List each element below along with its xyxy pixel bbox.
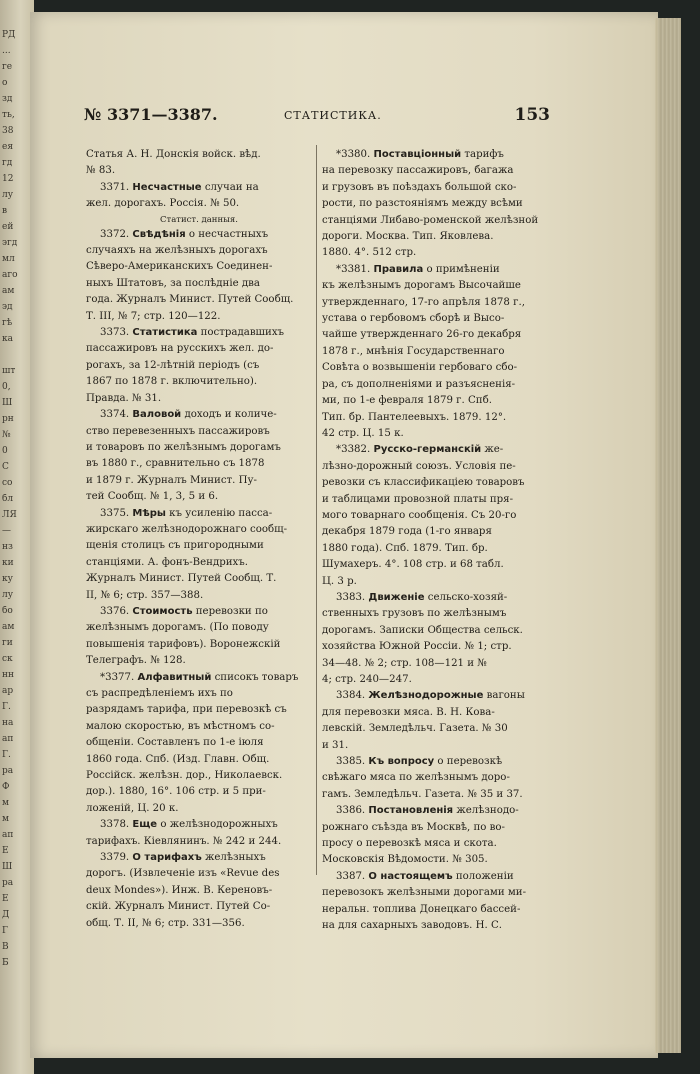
entry-line: чайше утвержденнаго 26-го декабря — [322, 329, 522, 341]
left-page-fragment: С — [2, 462, 9, 472]
entry-line: Статья А. Н. Донскія войск. вѣд. — [86, 149, 261, 160]
entry-first-line — [86, 817, 312, 833]
entry-line: 1867 по 1878 г. включительно). — [86, 376, 258, 388]
right-column — [322, 147, 544, 935]
left-page-fragment: шт — [2, 366, 16, 376]
left-page-fragment: ки — [2, 558, 14, 568]
bibliography-entry — [86, 325, 312, 407]
entry-first-line — [322, 147, 544, 163]
bibliography-entry — [322, 754, 544, 803]
entry-keyword: Валовой — [132, 409, 182, 421]
entry-line: на для сахарныхъ заводовъ. Н. С. — [322, 920, 502, 932]
entry-line: станціями. А. фонъ-Вендрихъ. — [86, 556, 249, 568]
entry-line: хозяйства Южной Россіи. № 1; стр. — [322, 641, 512, 653]
entry-number: *3380. — [336, 149, 371, 160]
entry-line: дороги. Москва. Тип. Яковлева. — [322, 231, 494, 243]
entry-keyword: О тарифахъ — [132, 852, 202, 864]
entry-line: и грузовъ въ поѣздахъ большой ско- — [322, 181, 517, 193]
left-page-fragment: 0, — [2, 382, 11, 392]
entry-text: случаи на — [201, 181, 259, 193]
bibliography-entry — [322, 590, 544, 688]
entry-keyword: Правила — [373, 263, 424, 275]
left-page-margin — [0, 0, 34, 1074]
entry-text: вагоны — [483, 690, 525, 702]
section-title: СТАТИСТИКА. — [284, 109, 382, 122]
left-page-fragment: ра — [2, 766, 14, 776]
entry-line: декабря 1879 года (1-го января — [322, 526, 492, 538]
left-page-fragment: со — [2, 478, 13, 488]
entry-keyword: Постановленія — [368, 805, 454, 817]
left-page-fragment: — — [2, 526, 11, 536]
left-page-fragment: Ш — [2, 398, 13, 408]
entry-text: къ усиленію пасса- — [165, 507, 273, 519]
entry-text: желѣзнодо- — [453, 805, 519, 817]
entry-keyword: Несчастные — [132, 181, 202, 193]
entry-line: ра, съ дополненіями и разъясненія- — [322, 378, 516, 390]
entry-text: сельско-хозяй- — [424, 591, 508, 603]
entry-range: № 3371—3387. — [84, 105, 218, 124]
entry-keyword: Статистика — [132, 327, 198, 339]
entry-line: ственныхъ грузовъ по желѣзнымъ — [322, 608, 507, 620]
entry-line: 42 стр. Ц. 15 к. — [322, 427, 404, 439]
entry-first-line — [322, 590, 544, 606]
entry-text: доходъ и количе- — [181, 409, 277, 421]
left-page-fragment: ей — [2, 222, 14, 232]
entry-line: 1880 года). Спб. 1879. Тип. бр. — [322, 542, 488, 554]
left-page-fragment: ра — [2, 878, 14, 888]
entry-first-line — [86, 407, 312, 423]
bibliography-entry — [322, 442, 544, 590]
entry-number: 3374. — [100, 409, 130, 421]
left-page-fragment: эд — [2, 302, 13, 312]
left-page-fragment: в — [2, 206, 8, 216]
left-page-fragment: Е — [2, 894, 9, 904]
left-page-fragment: Г. — [2, 750, 11, 760]
entry-number: *3381. — [336, 263, 371, 275]
entry-keyword: Стоимость — [132, 605, 193, 617]
entry-line: Т. III, № 7; стр. 120—122. — [86, 310, 221, 322]
entry-keyword: Еще — [132, 819, 158, 831]
left-page-fragment: нз — [2, 542, 13, 552]
entry-text: пострадавшихъ — [197, 327, 285, 339]
entry-line: тей Сообщ. № 1, 3, 5 и 6. — [86, 491, 219, 503]
left-column — [86, 147, 312, 932]
entry-first-line — [86, 325, 312, 341]
left-page-fragment: ск — [2, 654, 13, 664]
entry-line: въ 1880 г., сравнительно съ 1878 — [86, 458, 265, 470]
entry-line: повышенія тарифовъ). Воронежскій — [86, 638, 281, 650]
left-page-fragment: 12 — [2, 174, 14, 184]
entry-number: 3387. — [336, 870, 366, 882]
entry-keyword: Къ вопросу — [368, 756, 435, 768]
left-page-fragment: ги — [2, 638, 13, 648]
entry-line: дор.). 1880, 16°. 106 стр. и 5 при- — [86, 786, 266, 798]
left-page-fragment: Ф — [2, 782, 10, 792]
left-page-fragment: рн — [2, 414, 14, 424]
left-page-fragment: аго — [2, 270, 18, 280]
left-page-fragment: В — [2, 942, 9, 952]
entry-line: щенія столицъ съ пригородными — [86, 540, 264, 552]
left-page-fragment: зд — [2, 94, 13, 104]
entry-line: 4; стр. 240—247. — [322, 674, 412, 685]
entry-line: Сѣверо-Американскихъ Соединен- — [86, 261, 273, 273]
bibliography-entry — [86, 670, 312, 818]
entry-text: списокъ товаръ — [211, 671, 299, 683]
left-page-fragment: ЛЯ — [2, 510, 17, 520]
entry-line: скій. Журналъ Минист. Путей Со- — [86, 901, 271, 913]
entry-number: 3379. — [100, 852, 130, 864]
entry-line: мого товарнаго сообщенія. Съ 20-го — [322, 509, 517, 521]
note-text: Статист. данныя. — [160, 214, 238, 225]
left-page-fragment: ге — [2, 62, 13, 72]
entry-line: года. Журналъ Минист. Путей Сообщ. — [86, 294, 294, 306]
left-page-fragment: ка — [2, 334, 13, 344]
entry-keyword: О настоящемъ — [368, 870, 453, 882]
entry-line: Россійск. желѣзн. дор., Николаевск. — [86, 770, 283, 782]
left-page-fragment: ... — [2, 46, 11, 56]
entry-number: 3373. — [100, 327, 130, 339]
entry-line: рогахъ, за 12-лѣтній періодъ (съ — [86, 359, 260, 371]
entry-line: ложеній, Ц. 20 к. — [86, 802, 179, 814]
entry-number: *3377. — [100, 671, 135, 683]
left-page-fragment: эгд — [2, 238, 18, 248]
entry-line: просу о перевозкѣ мяса и скота. — [322, 838, 497, 850]
entry-line: Московскія Вѣдомости. № 305. — [322, 854, 488, 866]
entry-line: Ц. 3 р. — [322, 575, 357, 587]
entry-line: Правда. № 31. — [86, 392, 162, 404]
entry-line: и 31. — [322, 739, 349, 751]
entry-first-line — [322, 262, 544, 278]
entry-first-line — [86, 180, 312, 196]
entry-line: и 1879 г. Журналъ Минист. Пу- — [86, 474, 257, 486]
entry-line: къ желѣзнымъ дорогамъ Высочайше — [322, 280, 521, 292]
entry-keyword: Движеніе — [368, 591, 425, 603]
bibliography-entry — [86, 604, 312, 670]
left-page-fragment: бо — [2, 606, 13, 616]
entry-line: рости, по разстояніямъ между всѣми — [322, 198, 523, 210]
left-page-fragment: гд — [2, 158, 13, 168]
entry-text: о перевозкѣ — [434, 756, 503, 768]
entry-text: положеніи — [452, 870, 514, 882]
entry-line: разрядамъ тарифа, при перевозкѣ съ — [86, 704, 287, 716]
left-page-fragment: нн — [2, 670, 14, 680]
left-page-fragment: о — [2, 78, 8, 88]
entry-number: 3372. — [100, 228, 130, 240]
bibliography-entry — [86, 147, 312, 180]
entry-first-line — [322, 869, 544, 885]
entry-line: ревозки съ классификаціею товаровъ — [322, 477, 525, 489]
left-page-fragment: Д — [2, 910, 10, 920]
entry-number: 3385. — [336, 756, 366, 768]
entry-line: тарифахъ. Кіевлянинъ. № 242 и 244. — [86, 835, 282, 847]
entry-keyword: Алфавитный — [137, 671, 212, 683]
entry-line: Телеграфъ. № 128. — [86, 655, 186, 667]
entry-line: пассажировъ на русскихъ жел. до- — [86, 343, 274, 355]
left-page-fragment: Г — [2, 926, 8, 936]
entry-line: на перевозку пассажировъ, багажа — [322, 165, 514, 177]
subheading-note — [86, 213, 312, 227]
entry-line: рожнаго съѣзда въ Москвѣ, по во- — [322, 821, 505, 833]
entry-number: 3378. — [100, 819, 130, 831]
left-page-fragment: ку — [2, 574, 13, 584]
entry-text: о несчастныхъ — [185, 228, 269, 240]
bibliography-entry — [86, 817, 312, 850]
entry-line: Журналъ Минист. Путей Сообщ. Т. — [86, 573, 277, 585]
left-page-fragment: лу — [2, 590, 14, 600]
entry-line: для перевозки мяса. В. Н. Кова- — [322, 706, 495, 718]
entry-text: о желѣзнодорожныхъ — [157, 819, 278, 831]
entry-number: 3383. — [336, 591, 366, 603]
entry-first-line — [86, 670, 312, 686]
entry-line: дорогамъ. Записки Общества сельск. — [322, 624, 523, 636]
left-page-fragment: ар — [2, 686, 14, 696]
entry-line: Шумахеръ. 4°. 108 стр. и 68 табл. — [322, 559, 504, 571]
entry-line: перевозокъ желѣзными дорогами ми- — [322, 887, 527, 899]
left-page-fragment: лу — [2, 190, 14, 200]
left-page-fragment: м — [2, 814, 10, 824]
entry-line: II, № 6; стр. 357—388. — [86, 589, 204, 601]
left-page-fragment: гѣ — [2, 318, 13, 328]
left-page-fragment: № — [2, 430, 11, 440]
bibliography-entry — [322, 262, 544, 442]
entry-line: общеніи. Составленъ по 1-е іюля — [86, 737, 264, 749]
entry-line: ми, по 1-е февраля 1879 г. Спб. — [322, 395, 492, 407]
left-page-fragment: ам — [2, 622, 15, 632]
bibliography-entry — [322, 147, 544, 262]
left-page-fragment: РД — [2, 30, 16, 40]
left-page-fragment: ть, — [2, 110, 15, 120]
entry-line: 34—48. № 2; стр. 108—121 и № — [322, 657, 487, 669]
entry-text: же- — [481, 444, 504, 456]
left-page-fragment: на — [2, 718, 14, 728]
entry-line: станціями Либаво-роменской желѣзной — [322, 214, 539, 226]
left-page-fragment: бл — [2, 494, 14, 504]
entry-line: и товаровъ по желѣзнымъ дорогамъ — [86, 441, 281, 453]
left-page-fragment: ея — [2, 142, 14, 152]
column-divider — [316, 145, 317, 875]
left-page-fragment: м — [2, 798, 10, 808]
entry-first-line — [86, 227, 312, 243]
left-page-fragment: ап — [2, 734, 14, 744]
entry-line: и таблицами провозной платы пря- — [322, 493, 514, 505]
entry-line: лѣзно-дорожный союзъ. Условія пе- — [322, 460, 516, 472]
left-page-fragment: мл — [2, 254, 15, 264]
left-page-fragment: ап — [2, 830, 14, 840]
entry-line: жел. дорогахъ. Россія. № 50. — [86, 198, 240, 210]
entry-line: съ распредѣленіемъ ихъ по — [86, 688, 233, 699]
entry-line: свѣжаго мяса по желѣзнымъ доро- — [322, 772, 510, 784]
entry-line: желѣзнымъ дорогамъ. (По поводу — [86, 622, 269, 634]
entry-number: 3376. — [100, 605, 130, 617]
bibliography-entry — [86, 850, 312, 932]
entry-line: дорогъ. (Извлеченіе изъ «Revue des — [86, 868, 280, 880]
entry-line: утвержденнаго, 17-го апрѣля 1878 г., — [322, 296, 525, 308]
entry-first-line — [86, 506, 312, 522]
entry-keyword: Поставціонный — [373, 149, 462, 160]
entry-text: желѣзныхъ — [201, 852, 266, 864]
entry-line: устава о гербовомъ сборѣ и Высо- — [322, 313, 505, 325]
entry-keyword: Русско-германскій — [373, 444, 482, 456]
entry-number: 3375. — [100, 507, 130, 519]
bibliography-entry — [86, 506, 312, 604]
entry-line: левскій. Земледѣльч. Газета. № 30 — [322, 723, 508, 735]
entry-line: Тип. бр. Пантелеевыхъ. 1879. 12°. — [322, 411, 507, 423]
entry-line: гамъ. Земледѣльч. Газета. № 35 и 37. — [322, 788, 523, 800]
entry-text: тарифъ — [461, 149, 504, 160]
left-page-fragment: Ш — [2, 862, 13, 872]
bibliography-entry — [322, 688, 544, 754]
left-page-fragment: Г. — [2, 702, 11, 712]
bibliography-entry — [86, 227, 312, 325]
entry-first-line — [86, 850, 312, 866]
entry-first-line — [322, 688, 544, 704]
left-page-fragment: 0 — [2, 446, 8, 456]
entry-line: Совѣта о возвышеніи гербоваго сбо- — [322, 362, 518, 374]
entry-first-line — [322, 442, 544, 458]
left-page-fragment: Б — [2, 958, 9, 968]
bibliography-entry — [322, 869, 544, 935]
entry-first-line — [322, 803, 544, 819]
left-page-fragment: Е — [2, 846, 9, 856]
entry-line: общ. Т. II, № 6; стр. 331—356. — [86, 917, 245, 929]
left-page-fragment: 38 — [2, 126, 14, 136]
entry-line: неральн. топлива Донецкаго бассей- — [322, 903, 521, 915]
entry-line: 1878 г., мнѣнія Государственнаго — [322, 345, 505, 357]
entry-number: 3371. — [100, 181, 130, 193]
bibliography-entry — [322, 803, 544, 869]
entry-number: 3386. — [336, 805, 366, 817]
entry-line: № 83. — [86, 165, 116, 177]
entry-line: случаяхъ на желѣзныхъ дорогахъ — [86, 245, 268, 257]
entry-line: малою скоростью, въ мѣстномъ со- — [86, 720, 275, 732]
bibliography-entry — [86, 407, 312, 505]
entry-number: 3384. — [336, 690, 366, 702]
entry-line: deux Mondes»). Инж. В. Кереновъ- — [86, 884, 273, 896]
entry-number: *3382. — [336, 444, 371, 456]
entry-text: о примѣненіи — [423, 263, 500, 275]
entry-line: ныхъ Штатовъ, за послѣдніе два — [86, 277, 260, 289]
entry-first-line — [86, 604, 312, 620]
entry-text: перевозки по — [192, 605, 268, 617]
entry-line: 1860 года. Спб. (Изд. Главн. Общ. — [86, 753, 270, 765]
page-edge — [655, 18, 681, 1053]
bibliography-entry — [86, 180, 312, 213]
entry-keyword: Свѣдѣнія — [132, 228, 186, 240]
entry-keyword: Желѣзнодорожные — [368, 690, 484, 702]
entry-line: ство перевезенныхъ пассажировъ — [86, 425, 270, 437]
page-number: 153 — [514, 105, 550, 125]
entry-line: жирскаго желѣзнодорожнаго сообщ- — [86, 523, 288, 535]
left-page-fragment: ам — [2, 286, 15, 296]
entry-line: 1880. 4°. 512 стр. — [322, 247, 417, 259]
entry-keyword: Мѣры — [132, 507, 166, 519]
entry-first-line — [322, 754, 544, 770]
page-header — [84, 105, 550, 127]
